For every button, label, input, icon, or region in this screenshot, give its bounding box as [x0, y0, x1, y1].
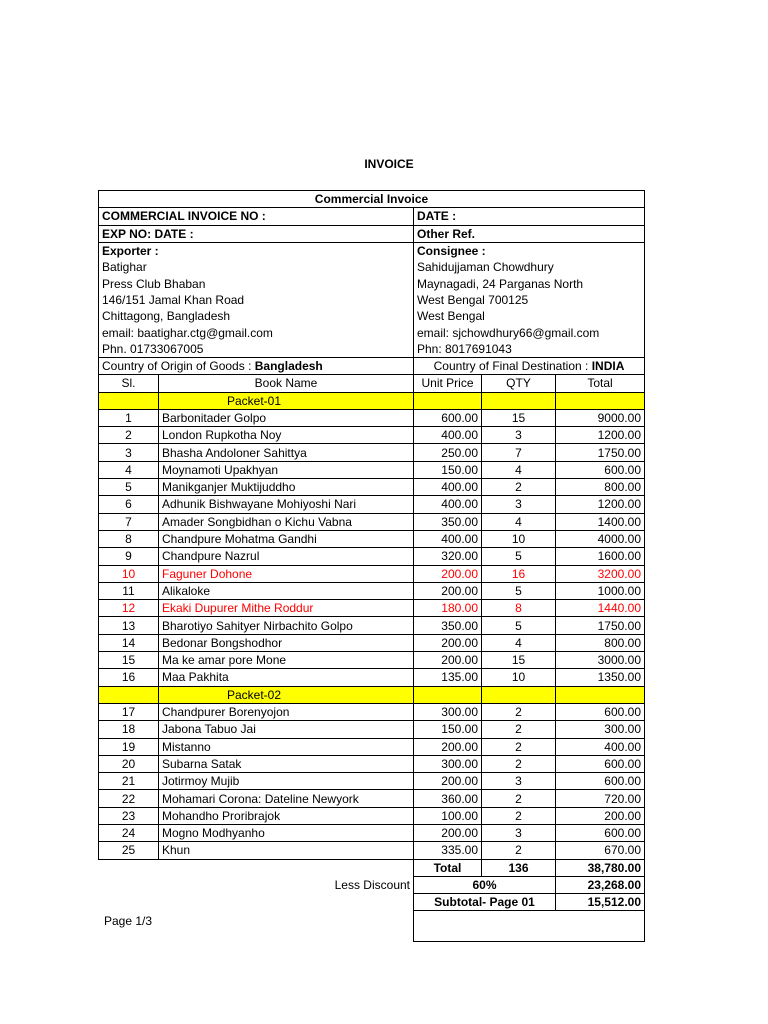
party-line-row [99, 308, 645, 324]
item-qty: 5 [482, 582, 556, 599]
item-book-name: Ma ke amar pore Mone [159, 652, 414, 669]
table-row [99, 669, 645, 686]
packet-cell [482, 392, 556, 409]
country-of-origin [99, 357, 414, 374]
item-unit-price: 135.00 [414, 669, 482, 686]
table-row [99, 565, 645, 582]
item-sl: 18 [99, 721, 159, 738]
item-unit-price: 150.00 [414, 461, 482, 478]
item-total: 1000.00 [556, 582, 645, 599]
item-unit-price: 250.00 [414, 444, 482, 461]
country-of-destination [414, 357, 645, 374]
document-title-wrap [0, 157, 768, 171]
item-qty: 2 [482, 703, 556, 720]
item-book-name: London Rupkotha Noy [159, 427, 414, 444]
party-line-row [99, 275, 645, 291]
subtotal-label: Subtotal- Page 01 [414, 894, 556, 911]
document-title: INVOICE [364, 157, 414, 171]
table-row [99, 790, 645, 807]
less-discount-label: Less Discount [334, 878, 410, 893]
exporter-email: email: baatighar.ctg@gmail.com [99, 324, 414, 340]
table-row [99, 479, 645, 496]
item-book-name: Mogno Modhyanho [159, 824, 414, 841]
item-unit-price: 400.00 [414, 479, 482, 496]
column-header-qty: QTY [482, 375, 556, 392]
total-label: Total [414, 859, 482, 876]
table-row [99, 600, 645, 617]
item-total: 1350.00 [556, 669, 645, 686]
country-of-destination-label: Country of Final Destination : [433, 359, 592, 374]
item-qty: 2 [482, 790, 556, 807]
table-row [99, 548, 645, 565]
item-unit-price: 335.00 [414, 842, 482, 859]
empty-box-row [99, 911, 645, 942]
item-unit-price: 200.00 [414, 652, 482, 669]
item-sl: 7 [99, 513, 159, 530]
item-unit-price: 100.00 [414, 807, 482, 824]
item-sl: 17 [99, 703, 159, 720]
table-row [99, 530, 645, 547]
item-book-name: Mohandho Proribrajok [159, 807, 414, 824]
item-unit-price: 600.00 [414, 409, 482, 426]
total-amount: 38,780.00 [556, 859, 645, 876]
item-qty: 4 [482, 461, 556, 478]
item-book-name: Faguner Dohone [159, 565, 414, 582]
item-qty: 2 [482, 755, 556, 772]
table-row [99, 773, 645, 790]
item-qty: 10 [482, 669, 556, 686]
item-total: 200.00 [556, 807, 645, 824]
item-total: 1400.00 [556, 513, 645, 530]
country-row [99, 357, 645, 374]
packet-cell [414, 392, 482, 409]
consignee-label: Consignee : [414, 242, 645, 259]
other-ref-label: Other Ref. [414, 225, 645, 242]
item-total: 600.00 [556, 824, 645, 841]
total-row [99, 859, 645, 876]
discount-row [99, 876, 645, 893]
item-sl: 3 [99, 444, 159, 461]
item-book-name: Chandpurer Borenyojon [159, 703, 414, 720]
item-total: 1200.00 [556, 427, 645, 444]
country-of-origin-label: Country of Origin of Goods : [102, 359, 255, 374]
table-row [99, 409, 645, 426]
item-book-name: Moynamoti Upakhyan [159, 461, 414, 478]
item-total: 720.00 [556, 790, 645, 807]
column-header-unit-price: Unit Price [414, 375, 482, 392]
item-qty: 2 [482, 721, 556, 738]
exporter-line: 146/151 Jamal Khan Road [99, 292, 414, 308]
table-row [99, 427, 645, 444]
item-unit-price: 350.00 [414, 513, 482, 530]
invoice-number-row [99, 208, 645, 225]
item-unit-price: 150.00 [414, 721, 482, 738]
item-total: 300.00 [556, 721, 645, 738]
item-book-name: Bedonar Bongshodhor [159, 634, 414, 651]
item-total: 600.00 [556, 773, 645, 790]
item-qty: 10 [482, 530, 556, 547]
item-qty: 5 [482, 617, 556, 634]
packet-cell [556, 392, 645, 409]
packet-cell [482, 686, 556, 703]
item-book-name: Amader Songbidhan o Kichu Vabna [159, 513, 414, 530]
empty-box [414, 911, 645, 942]
country-of-origin-value: Bangladesh [254, 359, 323, 374]
item-sl: 11 [99, 582, 159, 599]
item-book-name: Bhasha Andoloner Sahittya [159, 444, 414, 461]
item-unit-price: 200.00 [414, 824, 482, 841]
discount-amount: 23,268.00 [556, 876, 645, 893]
exporter-line: Chittagong, Bangladesh [99, 308, 414, 324]
item-unit-price: 200.00 [414, 634, 482, 651]
table-row [99, 824, 645, 841]
item-unit-price: 320.00 [414, 548, 482, 565]
party-line-row [99, 341, 645, 358]
item-book-name: Adhunik Bishwayane Mohiyoshi Nari [159, 496, 414, 513]
item-book-name: Maa Pakhita [159, 669, 414, 686]
item-unit-price: 360.00 [414, 790, 482, 807]
column-header-row [99, 375, 645, 392]
item-qty: 4 [482, 513, 556, 530]
table-row [99, 738, 645, 755]
item-total: 800.00 [556, 634, 645, 651]
table-row [99, 634, 645, 651]
party-line-row [99, 259, 645, 275]
item-qty: 2 [482, 842, 556, 859]
item-book-name: Bharotiyo Sahityer Nirbachito Golpo [159, 617, 414, 634]
blank-cell [99, 859, 159, 876]
party-line-row [99, 292, 645, 308]
table-row [99, 755, 645, 772]
packet-row [99, 686, 645, 703]
item-qty: 4 [482, 634, 556, 651]
item-total: 1440.00 [556, 600, 645, 617]
item-unit-price: 400.00 [414, 530, 482, 547]
item-book-name: Jabona Tabuo Jai [159, 721, 414, 738]
item-qty: 5 [482, 548, 556, 565]
subtotal-row [99, 894, 645, 911]
table-row [99, 652, 645, 669]
total-qty: 136 [482, 859, 556, 876]
item-total: 1200.00 [556, 496, 645, 513]
item-qty: 16 [482, 565, 556, 582]
item-qty: 3 [482, 773, 556, 790]
party-line-row [99, 324, 645, 340]
item-total: 9000.00 [556, 409, 645, 426]
table-row [99, 807, 645, 824]
packet-cell [99, 392, 159, 409]
item-qty: 15 [482, 652, 556, 669]
item-sl: 5 [99, 479, 159, 496]
consignee-email: email: sjchowdhury66@gmail.com [414, 324, 645, 340]
item-qty: 3 [482, 824, 556, 841]
exp-no-date-label: EXP NO: DATE : [99, 225, 414, 242]
item-sl: 21 [99, 773, 159, 790]
item-total: 400.00 [556, 738, 645, 755]
item-book-name: Khun [159, 842, 414, 859]
packet-cell [99, 686, 159, 703]
subtotal-amount: 15,512.00 [556, 894, 645, 911]
item-total: 3200.00 [556, 565, 645, 582]
item-sl: 2 [99, 427, 159, 444]
item-sl: 4 [99, 461, 159, 478]
blank-cell [99, 894, 414, 911]
item-sl: 22 [99, 790, 159, 807]
item-unit-price: 200.00 [414, 582, 482, 599]
item-total: 1750.00 [556, 617, 645, 634]
consignee-line: Maynagadi, 24 Parganas North [414, 275, 645, 291]
country-of-destination-value: INDIA [591, 359, 625, 374]
item-unit-price: 200.00 [414, 738, 482, 755]
item-unit-price: 400.00 [414, 427, 482, 444]
item-book-name: Jotirmoy Mujib [159, 773, 414, 790]
item-qty: 7 [482, 444, 556, 461]
item-total: 670.00 [556, 842, 645, 859]
blank-cell [159, 859, 414, 876]
item-unit-price: 300.00 [414, 703, 482, 720]
packet-label: Packet-02 [159, 686, 414, 703]
item-sl: 9 [99, 548, 159, 565]
consignee-line: West Bengal 700125 [414, 292, 645, 308]
item-unit-price: 180.00 [414, 600, 482, 617]
exporter-label: Exporter : [99, 242, 414, 259]
item-book-name: Chandpure Mohatma Gandhi [159, 530, 414, 547]
item-sl: 12 [99, 600, 159, 617]
packet-cell [556, 686, 645, 703]
item-qty: 2 [482, 479, 556, 496]
item-total: 3000.00 [556, 652, 645, 669]
commercial-invoice-heading: Commercial Invoice [99, 191, 645, 208]
item-total: 600.00 [556, 755, 645, 772]
table-row [99, 703, 645, 720]
item-book-name: Alikaloke [159, 582, 414, 599]
party-label-row [99, 242, 645, 259]
item-unit-price: 200.00 [414, 565, 482, 582]
item-book-name: Ekaki Dupurer Mithe Roddur [159, 600, 414, 617]
table-row [99, 444, 645, 461]
item-total: 4000.00 [556, 530, 645, 547]
item-book-name: Manikganjer Muktijuddho [159, 479, 414, 496]
item-total: 600.00 [556, 703, 645, 720]
commercial-invoice-no-label: COMMERCIAL INVOICE NO : [99, 208, 414, 225]
exporter-phone: Phn. 01733067005 [99, 341, 414, 358]
column-header-book-name: Book Name [159, 375, 414, 392]
item-total: 800.00 [556, 479, 645, 496]
date-label: DATE : [414, 208, 645, 225]
consignee-line: Sahidujjaman Chowdhury [414, 259, 645, 275]
table-row [99, 617, 645, 634]
item-sl: 16 [99, 669, 159, 686]
item-sl: 23 [99, 807, 159, 824]
item-sl: 20 [99, 755, 159, 772]
item-book-name: Mistanno [159, 738, 414, 755]
consignee-phone: Phn: 8017691043 [414, 341, 645, 358]
item-sl: 25 [99, 842, 159, 859]
table-row [99, 496, 645, 513]
item-qty: 2 [482, 807, 556, 824]
packet-cell [414, 686, 482, 703]
packet-label: Packet-01 [159, 392, 414, 409]
exporter-line: Batighar [99, 259, 414, 275]
item-qty: 2 [482, 738, 556, 755]
consignee-line: West Bengal [414, 308, 645, 324]
item-book-name: Barbonitader Golpo [159, 409, 414, 426]
invoice-table [98, 190, 645, 942]
table-row [99, 582, 645, 599]
exporter-line: Press Club Bhaban [99, 275, 414, 291]
page-number: Page 1/3 [104, 914, 153, 928]
packet-row [99, 392, 645, 409]
export-number-row [99, 225, 645, 242]
item-total: 1600.00 [556, 548, 645, 565]
item-total: 1750.00 [556, 444, 645, 461]
item-unit-price: 400.00 [414, 496, 482, 513]
item-book-name: Chandpure Nazrul [159, 548, 414, 565]
table-row [99, 721, 645, 738]
item-sl: 6 [99, 496, 159, 513]
table-row [99, 461, 645, 478]
item-sl: 19 [99, 738, 159, 755]
item-sl: 8 [99, 530, 159, 547]
commercial-invoice-row [99, 191, 645, 208]
item-sl: 10 [99, 565, 159, 582]
item-sl: 24 [99, 824, 159, 841]
table-row [99, 842, 645, 859]
item-qty: 15 [482, 409, 556, 426]
table-row [99, 513, 645, 530]
item-qty: 3 [482, 496, 556, 513]
item-book-name: Subarna Satak [159, 755, 414, 772]
item-qty: 3 [482, 427, 556, 444]
item-unit-price: 350.00 [414, 617, 482, 634]
item-sl: 14 [99, 634, 159, 651]
item-sl: 1 [99, 409, 159, 426]
item-sl: 13 [99, 617, 159, 634]
item-book-name: Mohamari Corona: Dateline Newyork [159, 790, 414, 807]
item-unit-price: 300.00 [414, 755, 482, 772]
item-total: 600.00 [556, 461, 645, 478]
item-qty: 8 [482, 600, 556, 617]
item-unit-price: 200.00 [414, 773, 482, 790]
column-header-sl: Sl. [99, 375, 159, 392]
item-sl: 15 [99, 652, 159, 669]
column-header-total: Total [556, 375, 645, 392]
discount-percent: 60% [414, 876, 556, 893]
